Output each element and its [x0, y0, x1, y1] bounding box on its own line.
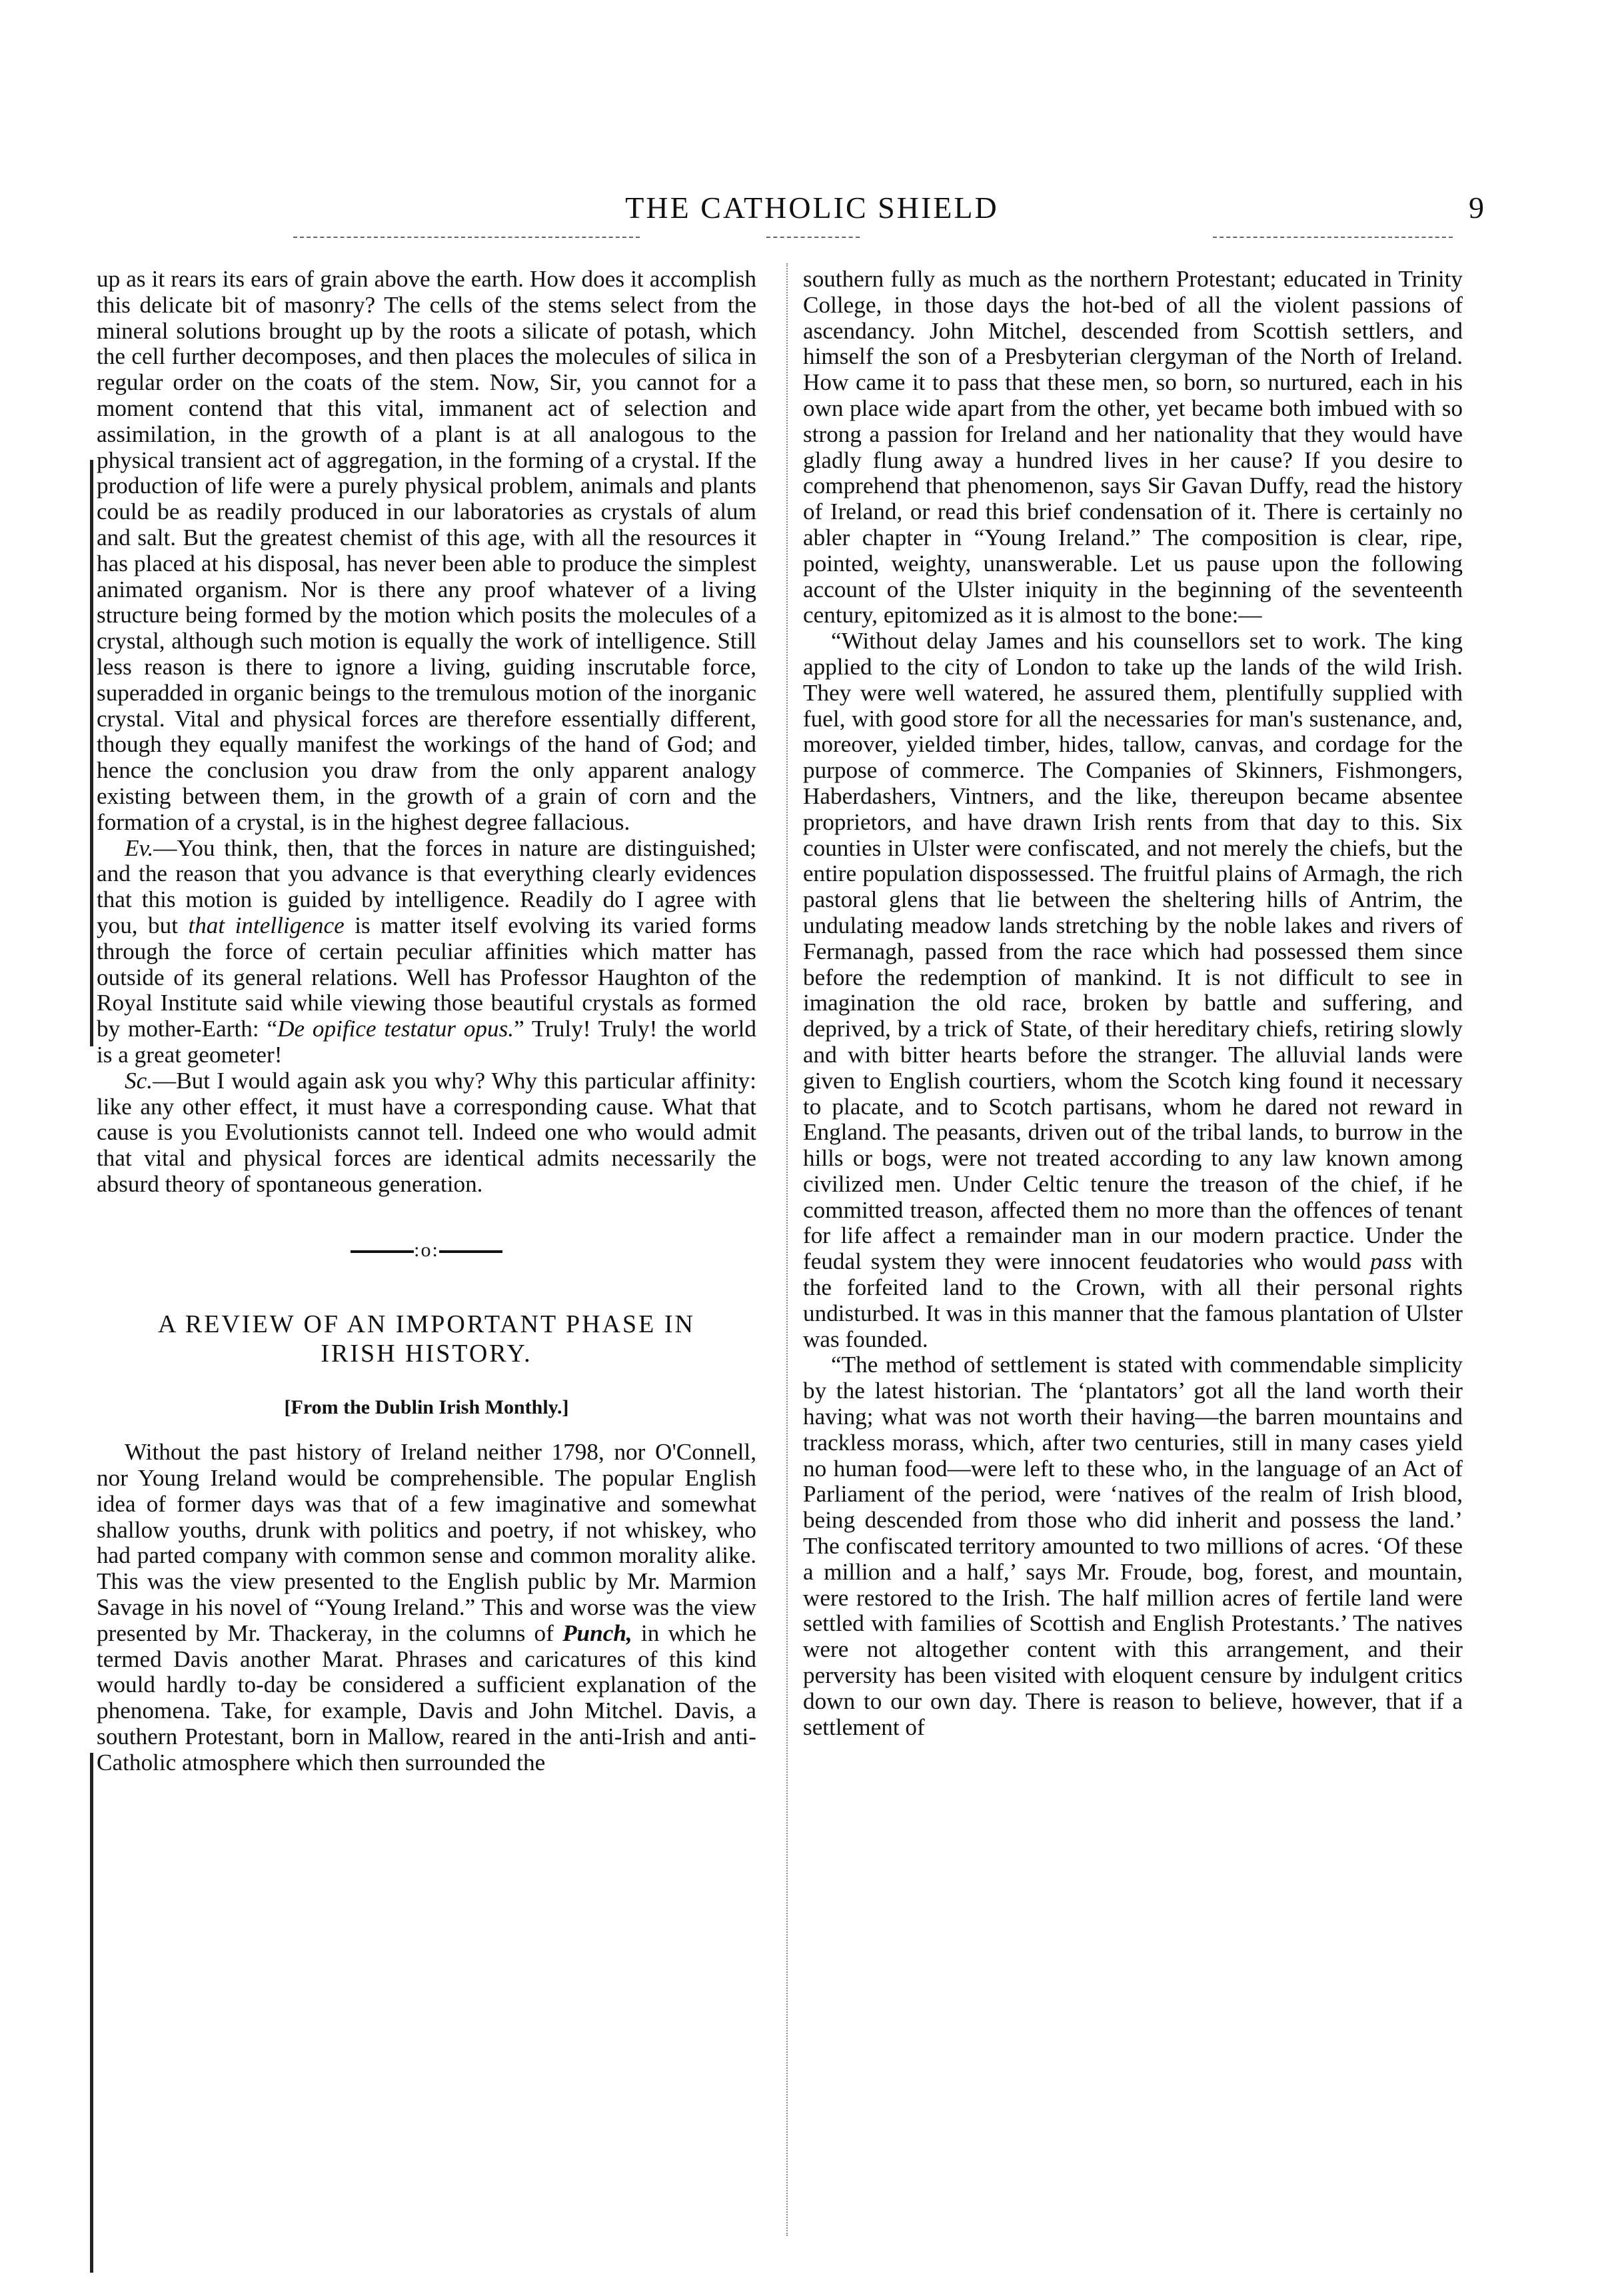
separator-rule — [351, 1250, 414, 1253]
header-rule-right — [1213, 237, 1453, 238]
article-title: A REVIEW OF AN IMPORTANT PHASE IN IRISH HISTORY. — [158, 1310, 695, 1368]
column-divider — [786, 263, 788, 2236]
text-run: —You think, then, that the forces in nature are distinguished; and the reason that you advance is that everything clearly evidences that this motion is guided by intelligence. Readily do I agree with you, but — [97, 834, 756, 938]
right-column — [803, 267, 1463, 2266]
page-number: 9 — [1469, 191, 1484, 225]
italic-text: pass — [1370, 1248, 1412, 1275]
section-separator — [97, 1238, 756, 1264]
paragraph — [97, 1068, 756, 1198]
separator-rule — [439, 1250, 502, 1253]
italic-text: that intelligence — [188, 912, 345, 938]
header-rule-left — [293, 237, 640, 238]
paragraph: “The method of settlement is stated with commendable simplicity by the latest historian. The ‘plantators’ got all the land worth their having; what was not worth their having—the barren mountains and trackless morass, which, after two centuries, still in many cases yield no human food—were left to these who, in the language of an Act of Parliament of the period, were ‘natives of the realm of Irish blood, being descended from those who did inherit and possess the land.’ The confiscated territory amounted to two millions of acres. ‘Of these a million and a half,’ says Mr. Froude, bog, forest, and mountain, were restored to the Irish. The half million acres of fertile land were settled with families of Scottish and English Protestants.’ The natives were not altogether content with this arrangement, and their perversity has been visited with eloquent censure by indulgent critics down to our own day. There is reason to believe, however, that if a settlement of — [803, 1352, 1463, 1740]
margin-mark-upper — [90, 460, 93, 1046]
margin-mark-lower — [90, 1753, 93, 2273]
running-head — [0, 190, 1624, 230]
speaker-label: Ev. — [125, 834, 154, 861]
text-run: “Without delay James and his counsellors set to work. The king applied to the city of London to take up the lands of the wild Irish. They were well watered, he assured them, plentifully supplied with fuel, with good store for all the necessaries for man's sustenance, and, moreover, yielded timber, hides, tallow, canvas, and cordage for the purpose of commerce. The Companies of Skinners, Fishmongers, Haberdashers, Vintners, and the like, thereupon became absentee proprietors, and have drawn Irish rents from that day to this. Six counties in Ulster were confiscated, and not merely the chiefs, but the entire population dispossessed. The fruitful plains of Armagh, the rich pastoral glens that lie between the sheltering hills of Antrim, the undulating meadow lands stretching by the noble lakes and rivers of Fermanagh, passed from the race which had possessed them since before the redemption of mankind. It is not difficult to see in imagination the old race, broken by battle and suffering, and deprived, by a trick of State, of their hereditary chiefs, retiring slowly and with bitter hearts before the stranger. The alluvial lands were given to English courtiers, whom the Scotch king found it necessary to placate, and to Scotch partisans, whom he dared not reward in England. The peasants, driven out of the tribal lands, to burrow in the hills or bogs, were not treated according to any law known among civilized men. Under Celtic tenure the treason of the chief, if he committed treason, affected them no more than the offences of tenant for life affect a remainder man in our modern practice. Under the feudal system they were innocent feudatories who would — [803, 628, 1463, 1275]
journal-title: THE CATHOLIC SHIELD — [625, 191, 999, 225]
paragraph — [97, 1440, 756, 1775]
text-run: ” Truly! Truly! the world is a great geometer! — [97, 1016, 756, 1068]
speaker-label: Sc. — [125, 1067, 153, 1094]
text-run: with the forfeited land to the Crown, with all their personal rights undisturbed. It was in this manner that the famous plantation of Ulster was founded. — [803, 1248, 1463, 1352]
text-run: is matter itself evolving its varied forms through the force of certain peculiar affinities which matter has outside of its general relations. Well has Professor Haughton of the Royal Institute said while viewing those beautiful crystals as formed by mother-Earth: “ — [97, 912, 756, 1042]
latin-quote: De opifice testatur opus. — [277, 1016, 514, 1042]
text-run: Without the past history of Ireland neither 1798, nor O'Connell, nor Young Ireland would be comprehensible. The popular English idea of former days was that of a few imaginative and somewhat shallow youths, drunk with politics and poetry, if not whiskey, who had parted company with common sense and common morality alike. This was the view presented to the English public by Mr. Marmion Savage in his novel of “Young Ireland.” This and worse was the view presented by Mr. Thackeray, in the columns of — [97, 1439, 756, 1646]
paragraph: up as it rears its ears of grain above the earth. How does it accomplish this delicate bit of masonry? The cells of the stems select from the mineral solutions brought up by the roots a silicate of potash, which the cell further decomposes, and then places the molecules of silica in regular order on the coats of the stem. Now, Sir, you cannot for a moment contend that this vital, immanent act of selection and assimilation, in the growth of a plant is at all analogous to the physical transient act of aggregation, in the forming of a crystal. If the production of life were a purely physical problem, animals and plants could be as readily produced in our laboratories as crystals of alum and salt. But the greatest chemist of this age, with all the resources it has placed at his disposal, has never been able to produce the simplest animated organism. Nor is there any proof whatever of a living structure being formed by the motion which posits the molecules of a crystal, although such motion is equally the work of intelligence. Still less reason is there to ignore a living, guiding inscrutable force, superadded in organic beings to the tremulous motion of the inorganic crystal. Vital and physical forces are therefore essentially different, though they equally manifest the workings of the hand of God; and hence the conclusion you draw from the only apparent analogy existing between them, in the growth of a grain of corn and the formation of a crystal, is in the highest degree fallacious. — [97, 267, 756, 835]
text-run: —But I would again ask you why? Why this particular affinity: like any other effect, it must have a corresponding cause. What that cause is you Evolutionists cannot tell. Indeed one who would admit that vital and physical forces are identical admits necessarily the absurd theory of spontaneous generation. — [97, 1067, 756, 1197]
left-column — [97, 267, 756, 2266]
paragraph — [97, 836, 756, 1068]
paragraph — [803, 628, 1463, 1352]
separator-mark: :o: — [414, 1238, 439, 1261]
source-line: [From the Dublin Irish Monthly.] — [284, 1396, 569, 1419]
paragraph: southern fully as much as the northern Protestant; educated in Trinity College, in those days the hot-bed of all the violent passions of ascendancy. John Mitchel, descended from Scottish settlers, and himself the son of a Presbyterian clergyman of the North of Ireland. How came it to pass that these men, so born, so nurtured, each in his own place wide apart from the other, yet became both imbued with so strong a passion for Ireland and her nationality that they would have gladly flung away a hundred lives in her cause? If you desire to comprehend that phenomenon, says Sir Gavan Duffy, read the history of Ireland, or read this brief condensation of it. There is certainly no abler chapter in “Young Ireland.” The composition is clear, ripe, pointed, weighty, unanswerable. Let us pause upon the following account of the Ulster iniquity in the beginning of the seventeenth century, epitomized as it is almost to the bone:— — [803, 267, 1463, 628]
italic-text: Punch, — [562, 1620, 632, 1646]
text-run: in which he termed Davis another Marat. Phrases and caricatures of this kind would hardly to-day be considered a sufficient explanation of the phenomena. Take, for example, Davis and John Mitchel. Davis, a southern Protestant, born in Mallow, reared in the anti-Irish and anti-Catholic atmosphere which then surrounded the — [97, 1620, 756, 1775]
header-rule-center — [766, 237, 860, 238]
